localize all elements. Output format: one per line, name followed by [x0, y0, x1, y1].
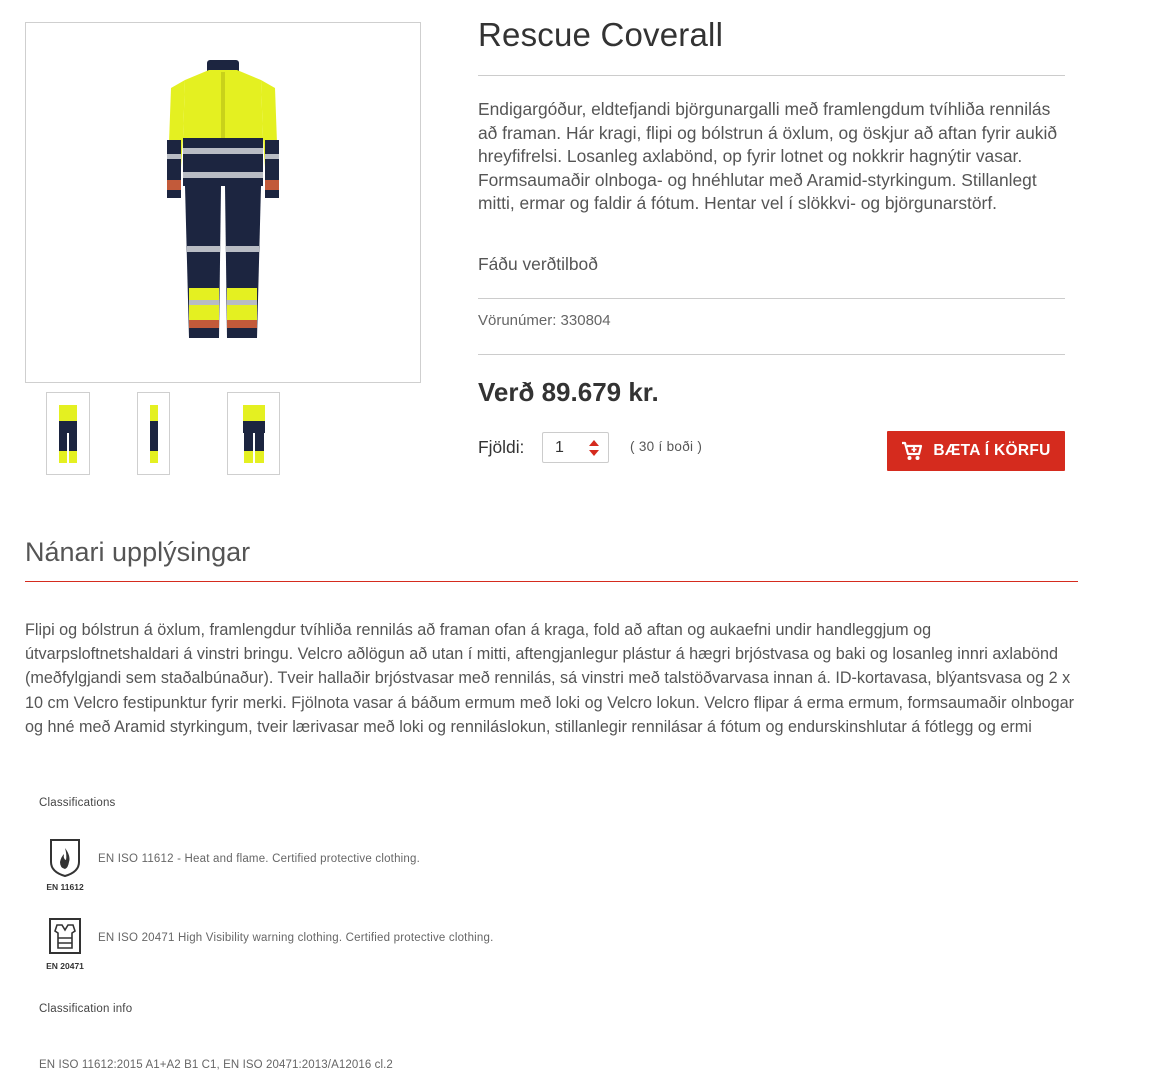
thumbnail-back[interactable]: [227, 392, 280, 475]
coverall-front-thumb: [56, 401, 80, 467]
details-divider: [25, 581, 1078, 582]
cert-code: EN 20471: [46, 961, 84, 971]
product-title: Rescue Coverall: [478, 16, 724, 53]
product-price: Verð 89.679 kr.: [478, 377, 659, 407]
coverall-back-thumb: [240, 401, 268, 467]
add-to-cart-button[interactable]: [887, 431, 1065, 471]
flame-shield-icon: [43, 838, 87, 878]
stock-count: ( 30 í boði ): [630, 439, 703, 454]
stepper-arrows-icon[interactable]: [588, 439, 600, 457]
classification-info-heading: Classification info: [39, 1003, 133, 1015]
cert-description: EN ISO 11612 - Heat and flame. Certified protective clothing.: [98, 853, 421, 865]
quantity-stepper[interactable]: [542, 432, 609, 463]
classification-info-text: EN ISO 11612:2015 A1+A2 B1 C1, EN ISO 20471:2013/A12016 cl.2: [39, 1059, 393, 1071]
quantity-value[interactable]: 1: [555, 439, 564, 456]
details-heading: Nánari upplýsingar: [25, 537, 251, 567]
hivis-vest-icon: [43, 917, 87, 957]
product-main-image[interactable]: [25, 22, 421, 383]
coverall-front-image: [163, 58, 283, 348]
thumbnail-front[interactable]: [46, 392, 90, 475]
cert-en11612: [43, 838, 87, 892]
cert-en20471: [43, 917, 87, 971]
divider: [478, 75, 1065, 76]
thumbnail-side[interactable]: [137, 392, 170, 475]
cert-description: EN ISO 20471 High Visibility warning clothing. Certified protective clothing.: [98, 932, 494, 944]
add-to-cart-label: BÆTA Í KÖRFU: [933, 442, 1051, 459]
cert-code: EN 11612: [46, 882, 84, 892]
classifications-heading: Classifications: [39, 797, 116, 809]
coverall-side-thumb: [147, 401, 161, 467]
divider: [478, 298, 1065, 299]
quantity-label: Fjöldi:: [478, 437, 525, 457]
cart-add-icon: [901, 441, 923, 461]
divider: [478, 354, 1065, 355]
request-quote-link[interactable]: Fáðu verðtilboð: [478, 254, 598, 274]
details-text: Flipi og bólstrun á öxlum, framlengdur tvíhliða rennilás að framan ofan á kraga, fold að aftan og aukaefni undir handleggjum og útvarpsloftnetshaldari á vinstri bringu. Velcro aðlögun að utan í mitti, aftengjanlegur plástur á hægri brjóstvasa og baki og losanleg innri axlabönd (meðfylgjandi sem staðalbúnaður). Tveir hallaðir brjóstvasar með rennilás, sá vinstri með talstöðvarvasa innan á. ID-kortavasa, blýantsvasa og 2 x 10 cm Velcro festipunktur fyrir merki. Fjölnota vasar á báðum ermum með loki og Velcro lokun. Velcro flipar á erma ermum, formsaumaðir olnbogar og hné með Aramid styrkingum, tveir lærivasar með loki og renniláslokun, stillanlegir rennilásar á fótum og endurskinshlutar á fótlegg og ermi: [25, 621, 1075, 736]
product-description: Endigargóður, eldtefjandi björgunargalli með framlengdum tvíhliða rennilás að framan. Hár kragi, flipi og bólstrun á öxlum, og öskjur að aftan fyrir aukið hreyfifrelsi. Losanleg axlabönd, op fyrir lotnet og nokkrir hagnýtir vasar. Formsaumaðir olnboga- og hnéhlutar með Aramid-styrkingum. Stillanlegt mitti, ermar og faldir á fótum. Hentar vel í slökkvi- og björgunarstörf.: [478, 99, 1057, 213]
product-sku: Vörunúmer: 330804: [478, 312, 611, 329]
